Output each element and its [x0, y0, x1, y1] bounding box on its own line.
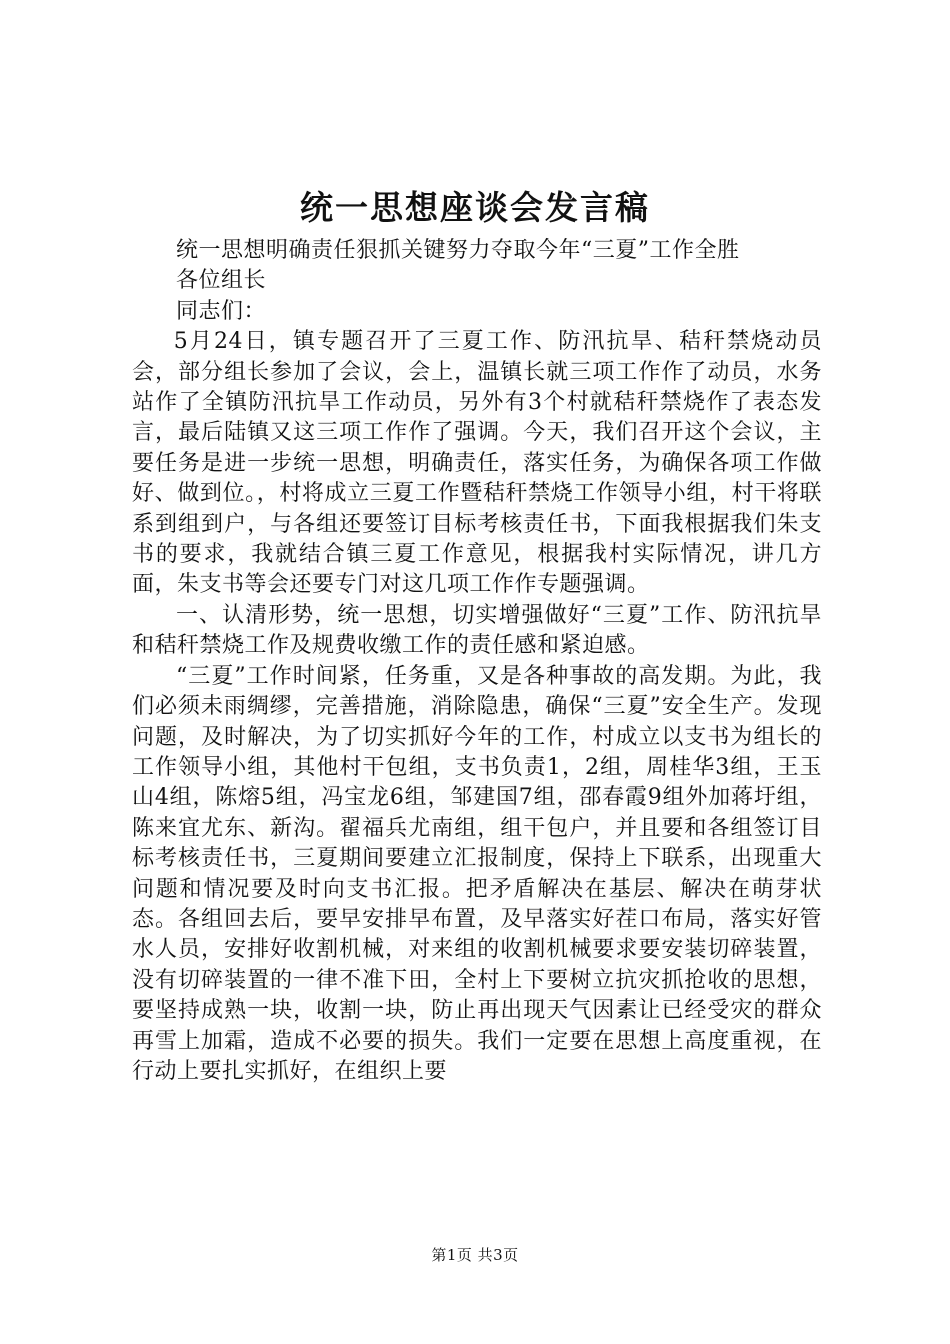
salutation-group-leaders: 各位组长 — [176, 268, 267, 294]
section-heading-paragraph: 一、认清形势，统一思想，切实增强做好“三夏”工作、防汛抗旱和秸秆禁烧工作及规费收缴工作的责任感和紧迫感。 — [132, 602, 822, 659]
salutation-comrades: 同志们： — [176, 298, 267, 324]
document-body — [132, 236, 822, 1087]
page-number-footer: 第1页 共3页 — [431, 1246, 519, 1264]
subtitle-paragraph: 统一思想明确责任狠抓关键努力夺取今年“三夏”工作全胜 — [176, 238, 740, 263]
body-paragraph: “三夏”工作时间紧，任务重，又是各种事故的高发期。为此，我们必须未雨绸缪，完善措施，消除隐患，确保“三夏”安全生产。发现问题，及时解决，为了切实抓好今年的工作，村成立以支书为组长的工作领导小组，其他村干包组，支书负责1，2组，周桂华3组，王玉山4组，陈熔5组，冯宝龙6组，邹建国7组，邵春霞9组外加蒋圩组，陈来宜尤东、新沟。翟福兵尤南组，组干包户，并且要和各组签订目标考核责任书，三夏期间要建立汇报制度，保持上下联系，出现重大问题和情况要及时向支书汇报。把矛盾解决在基层、解决在萌芽状态。各组回去后，要早安排早布置，及早落实好茬口布局，落实好管水人员，安排好收割机械，对来组的收割机械要求要安装切碎装置，没有切碎装置的一律不准下田，全村上下要树立抗灾抓抢收的思想，要坚持成熟一块，收割一块，防止再出现天气因素让已经受灾的群众再雪上加霜，造成不必要的损失。我们一定要在思想上高度重视，在行动上要扎实抓好，在组织上要 — [132, 663, 822, 1084]
body-paragraph: 5月24日，镇专题召开了三夏工作、防汛抗旱、秸秆禁烧动员会，部分组长参加了会议，会上，温镇长就三项工作作了动员，水务站作了全镇防汛抗旱工作动员，另外有3个村就秸秆禁烧作了表态发言，最后陆镇又这三项工作作了强调。今天，我们召开这个会议，主要任务是进一步统一思想，明确责任，落实任务，为确保各项工作做好、做到位。，村将成立三夏工作暨秸秆禁烧工作领导小组，村干将联系到组到户，与各组还要签订目标考核责任书，下面我根据我们朱支书的要求，我就结合镇三夏工作意见，根据我村实际情况，讲几方面，朱支书等会还要专门对这几项工作作专题强调。 — [132, 329, 822, 598]
document-title: 统一思想座谈会发言稿 — [300, 188, 650, 227]
